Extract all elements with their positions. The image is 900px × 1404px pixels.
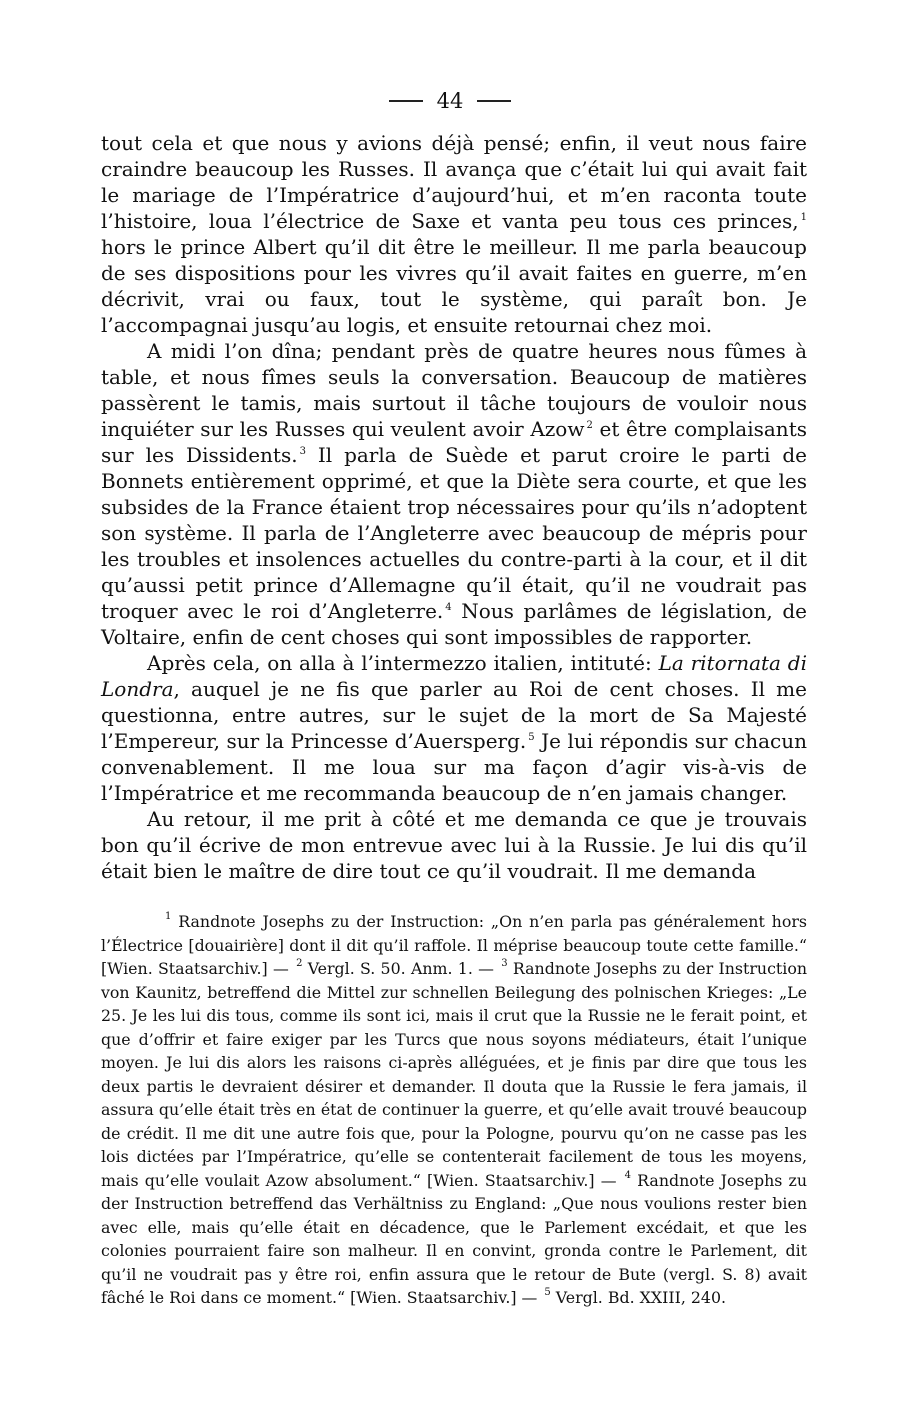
footnote-text: Randnote Josephs zu der Instruction betreffend das Verhältniss zu England: „Que nous voulions rester bien avec elle, mais qu’elle était en décadence, que le Parlement excédait, et que les colonies pourraient faire son malheur. Il en convint, gronda contre le Parlement, dit qu’il ne voudrait pas y être roi, enfin assura que le retour de Bute (vergl. S. 8) avait fâché le Roi dans ce moment.“ [Wien. Staatsarchiv.] —: [101, 1170, 807, 1307]
header-rule-right: [477, 100, 511, 102]
text-run: A midi l’on dîna; pendant près de quatre heures nous fûmes à table, et nous fîmes seuls la conversation. Beaucoup de matières passèrent le tamis, mais surtout il tâche toujours de vouloir nous inquiéter sur les Russes qui veulent avoir Azow: [101, 339, 807, 441]
footnote-marker-1: 1: [165, 911, 172, 922]
footnote-marker-3: 3: [501, 958, 508, 969]
paragraph-4: [101, 806, 807, 884]
paragraph-2: [101, 338, 807, 650]
text-run: hors le prince Albert qu’il dit être le meilleur. Il me parla beaucoup de ses dispositions pour les vivres qu’il avait faites en guerre, m’en décrivit, vrai ou faux, tout le système, qui paraît bon. Je l’accompagnai jusqu’au logis, et ensuite retournai chez moi.: [101, 235, 807, 337]
main-text: [101, 130, 807, 884]
footnote-ref-5: 5: [528, 732, 535, 743]
footnote-ref-3: 3: [299, 446, 306, 457]
paragraph-1: [101, 130, 807, 338]
page-header: [0, 86, 900, 116]
opera-title: La ritornata di Londra: [101, 651, 807, 701]
text-run: et être complaisants sur les Dissidents.: [101, 417, 807, 467]
footnote-ref-2: 2: [586, 420, 593, 431]
page-number: 44: [436, 89, 464, 113]
text-run: Au retour, il me prit à côté et me demanda ce que je trouvais bon qu’il écrive de mon entrevue avec lui à la Russie. Je lui dis qu’il était bien le maître de dire tout ce qu’il voudrait. Il me demanda: [101, 807, 807, 883]
text-run: Après cela, on alla à l’intermezzo italien, intituté:: [147, 651, 659, 675]
text-run: tout cela et que nous y avions déjà pensé; enfin, il veut nous faire craindre beaucoup les Russes. Il avança que c’était lui qui avait fait le mariage de l’Impératrice d’aujourd’hui, et m’en raconta toute l’histoire, loua l’électrice de Saxe et vanta peu tous ces princes,: [101, 131, 807, 233]
footnote-marker-4: 4: [624, 1169, 632, 1181]
footnotes: [101, 910, 807, 1310]
header-rule-left: [389, 100, 423, 102]
paragraph-3: [101, 650, 807, 806]
footnote-text: Vergl. S. 50. Anm. 1. —: [302, 959, 500, 978]
footnote-ref-4: 4: [445, 602, 452, 613]
footnote-marker-5: 5: [544, 1287, 551, 1298]
text-run: Nous parlâmes de législation, de Voltaire, enfin de cent choses qui sont impossibles de rapporter.: [101, 599, 807, 649]
footnote-block: [101, 910, 807, 1310]
footnote-marker-2: 2: [296, 958, 303, 969]
footnote-ref-1: 1: [800, 212, 807, 223]
footnote-text: Randnote Josephs zu der Instruction: „On n’en parla pas généralement hors l’Électrice [douairière] dont il dit qu’il raffole. Il méprise beaucoup toute cette famille.“ [Wien. Staatsarchiv.] —: [101, 912, 807, 978]
text-run: Je lui répondis sur chacun convenablement. Il me loua sur ma façon d’agir vis-à-vis de l’Impératrice et me recommanda beaucoup de n’en jamais changer.: [101, 729, 807, 805]
text-run: , auquel je ne fis que parler au Roi de cent choses. Il me questionna, entre autres, sur le sujet de la mort de Sa Majesté l’Empereur, sur la Princesse d’Auersperg.: [101, 677, 807, 753]
footnote-text: Vergl. Bd. XXIII, 240.: [550, 1288, 727, 1307]
footnote-text: Randnote Josephs zu der Instruction von Kaunitz, betreffend die Mittel zur schnellen Beilegung des polnischen Krieges: „Le 25. Je les lui dis tous, comme ils sont ici, mais il crut que la Russie ne le ferait point, et que d’offrir et faire exiger par les Turcs que nous soyons médiateurs, était l’unique moyen. Je lui dis alors les raisons ci-après alléguées, et je finis par dire que tous les deux partis le devraient désirer et demander. Il douta que la Russie le fera jamais, il assura qu’elle était très en état de continuer la guerre, et qu’elle avait trouvé beaucoup de crédit. Il me dit une autre fois que, pour la Pologne, pourvu qu’on ne casse pas les lois dictées par l’Impératrice, qu’elle se contenterait facilement de tous les moyens, mais qu’elle voulait Azow absolument.“ [Wien. Staatsarchiv.] —: [101, 959, 807, 1190]
text-run: Il parla de Suède et parut croire le parti de Bonnets entièrement opprimé, et que la Diète sera courte, et que les subsides de la France étaient trop nécessaires pour qu’ils n’adoptent son système. Il parla de l’Angleterre avec beaucoup de mépris pour les troubles et insolences actuelles du contre-parti à la cour, et il dit qu’aussi petit prince d’Allemagne qu’il était, qu’il ne voudrait pas troquer avec le roi d’Angleterre.: [101, 443, 807, 623]
